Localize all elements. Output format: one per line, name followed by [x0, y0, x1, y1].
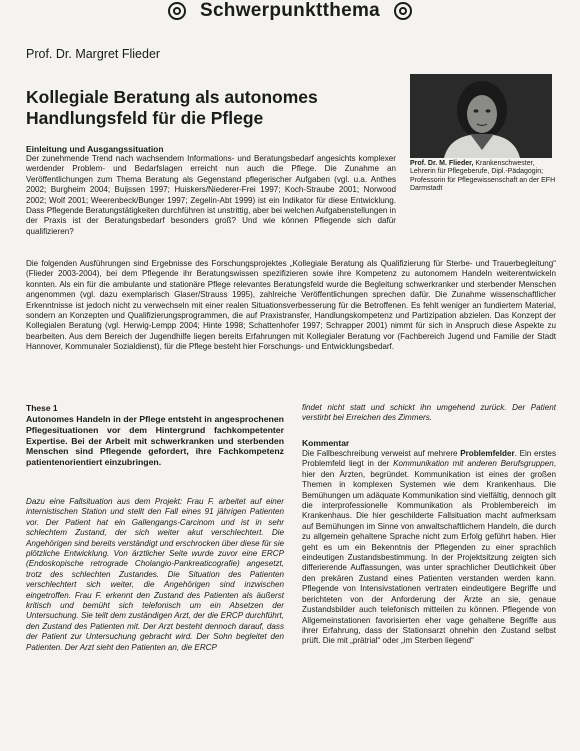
comment-heading: Kommentar	[302, 438, 350, 448]
author-line: Prof. Dr. Margret Flieder	[26, 47, 161, 61]
spiral-ornament-icon	[394, 2, 412, 20]
comment-text: Die Fallbeschreibung verweist auf mehrere Problemfelder. Ein erstes Problemfeld liegt in der Kommunikation mit anderen Berufsgruppen, hier den Ärzten, begründet. Kommunikation ist eines der großen Themen in komplexen Systemen wie dem Krankenhaus. Die Bemühungen um adäquate Kommunikation sind vielfältig, dennoch gilt die interprofessionelle Kommunikation als Problembereich im Krankenhaus. Die hier geschilderte Fallsituation macht aufmerksam auf Bemühungen im Sinne von anwaltschaftlichem Handeln, die durch zu allgemein gehaltene Sprache nicht zum Erfolg geführt haben. Hier geht es um ein Bekenntnis der Pflegenden zu einer sprachlich eindeutigen Zustandsbestimmung. In der Projektsitzung zeigten sich differierende Auffassungen, was unter sprachlicher Deutlichkeit über den prekären Zustand eines Patienten verstanden werden kann. Pflegende von Intensivstationen vertraten eindeutigere Begriffe und berichteten von der Anforderung der Ärzte an sie, genaue Zustandsbilder auch telefonisch mitteilen zu können. Pflegende von Allgemeinstationen favorisierten eher vage gehaltene Begriffe aus ihrer Erfahrung, dass der Stationsarzt ohnehin den Zustand selbst prüft. Die mit „prätrial“ oder „im Sterben liegend“	[302, 449, 557, 646]
spiral-ornament-icon	[168, 2, 186, 20]
intro-heading: Einleitung und Ausgangssituation	[26, 144, 164, 154]
section-title: Schwerpunktthema	[199, 0, 381, 21]
author-photo-image	[410, 74, 552, 158]
intro-paragraph-2: Die folgenden Ausführungen sind Ergebnisse des Forschungsprojektes „Kollegiale Beratung als Qualifizierung für Sterbe- und Trauerbegleitung“ (Flieder 2003-2004), bei dem Pflegende ihr Beratungswissen spezifizieren sowie ihre Kompetenz zu autonomem Handeln weiterentwickeln konnten. Als ein für die ambulante und stationäre Pflege relevantes Beratungsfeld wurde die Begleitung schwerkranker und sterbender Menschen angenommen (vgl. dazu exemplarisch Glaser/Strauss 1995), zahlreiche Veröffentlichungen sprechen dafür. Die Zunahme wissenschaftlicher Erkenntnisse ist jedoch nicht zu verwechseln mit einer realen Situationsverbesserung für die Betroffenen. Es fehlt weniger an fundiertem Material, sondern an Konzepten und Qualifizierungsprogrammen, die auf Praxistransfer, Handlungskompetenz und Partizipation abzielen. Das Konzept der Kollegialen Beratung (vgl. Herwig-Lempp 2004; Hinte 1998; Schattenhofer 1997; Schrapper 2001) nimmt für sich in Anspruch diese Aspekte zu bearbeiten. Aus dem Bereich der Jugendhilfe liegen bereits Erfahrungen mit Kollegialer Beratung vor (Fachbereich Jugend und Familie der Stadt Hannover, Kommunaler Sozialdienst), für die Pflege besteht hier Forschungs- und Entwicklungsbedarf.	[26, 259, 556, 352]
article-title	[26, 87, 396, 129]
header-title	[0, 0, 580, 24]
author-photo	[410, 74, 552, 158]
caption-name: Prof. Dr. M. Flieder,	[410, 160, 474, 167]
title-line-2: Handlungsfeld für die Pflege	[26, 108, 264, 128]
case-text: Dazu eine Fallsituation aus dem Projekt: Frau F. arbeitet auf einer internistischen Station und stellt den Fall eines 91 jährigen Patienten vor. Der Patient hat ein Gallengangs-Carcinom und ist in sehr schlechtem Zustand, der sich weiter akut verschlechtert. Die Angehörigen sind bereits verständigt und erschrocken über diese für sie plötzliche Entwicklung. Von ärztlicher Seite wurde zuvor eine ERCP (Endoskopische retrograde Cholangio-Pankreaticografie) angesetzt, trotz des schlechten Zustandes. Die Situation des Patienten verschlechtert sich weiter, die Angehörigen sind inzwischen eingetroffen. Frau F. erkennt den Zustand des Patienten als äußerst kritisch und bemüht sich telefonisch um ein Absetzen der Untersuchung. Sie teilt dem zuständigen Arzt, der die ERCP durchführt, den Zustand des Patienten mit. Der Arzt besteht dennoch darauf, dass der Patient zur Untersuchung gebracht wird. Der Sohn begleitet den Patienten. Der Arzt sieht den Patienten an, die ERCP	[26, 497, 284, 652]
thesis-heading: These 1	[26, 403, 58, 413]
photo-caption	[410, 160, 556, 194]
intro-paragraph-1: Der zunehmende Trend nach wachsendem Informations- und Beratungsbedarf angesichts komplexer werdender Problem- und Bedarfslagen erreicht nun auch die Pflege. Die Zunahme an Veröffentlichungen zum Thema Beratung als Gegenstand pflegerischer Aufgaben (vgl. u.a. Anthes 2002; Burgheim 2004; Buijssen 1997; Huiskers/Niederer-Frei 1997; Koch-Straube 2001; Norwood 2002; Wolf 2001; Weerenbeck/Bunger 1997; Zegelin-Abt 1999) ist ein Indikator für diese Entwicklung. Dass Pflegende Beratungstätigkeiten durchführen ist unstrittig, aber bei welchen Aufgabenstellungen in der Praxis ist der Beratungsbedarf besonders groß? Und wie können Pflegende sich dafür qualifizieren?	[26, 154, 396, 236]
thesis-text: Autonomes Handeln in der Pflege entsteht in angesprochenen Pflegesituationen vor dem Hintergrund fachkompetenter Expertise. Bei der Arbeit mit schwerkranken und sterbenden Menschen sind Pflegende gefordert, ihre Fachkompetenz patientenorientiert einzubringen.	[26, 414, 284, 468]
case-continuation: findet nicht statt und schickt ihn umgehend zurück. Der Patient verstirbt bei Erreichen des Zimmers.	[302, 403, 556, 423]
title-line-1: Kollegiale Beratung als autonomes	[26, 87, 318, 107]
caption-text: Krankenschwester, Lehrerin für Pflegeberufe, Dipl.-Pädagogin; Professorin für Pflegewissenschaft an der EFH Darmstadt	[410, 160, 556, 193]
